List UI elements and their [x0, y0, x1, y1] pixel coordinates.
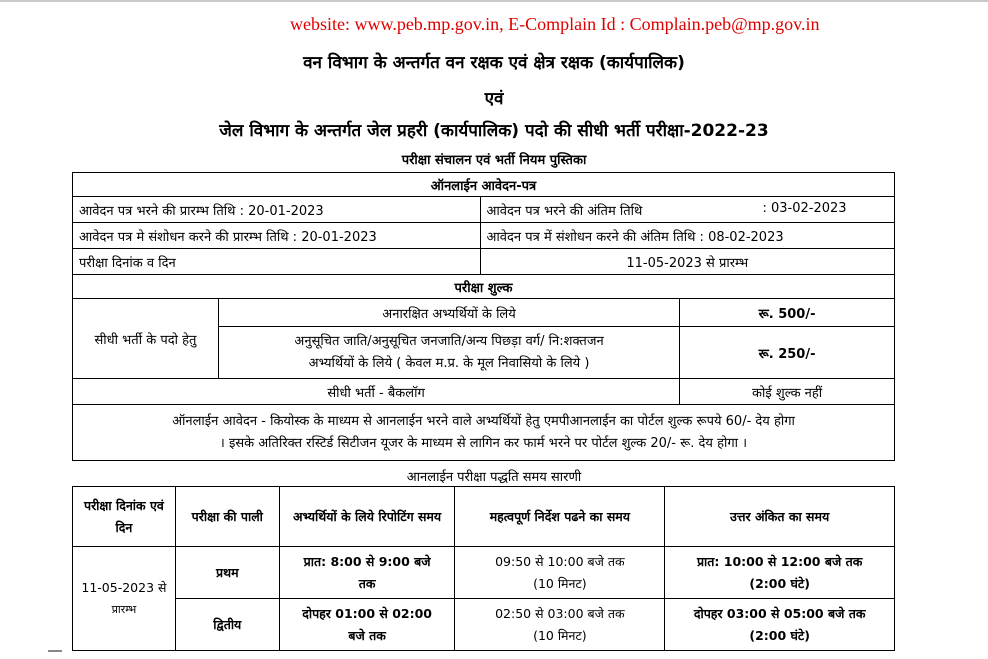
header-answer-time: उत्तर अंकित का समय	[665, 487, 895, 547]
unreserved-label: अनारक्षित अभ्यर्थियों के लिये	[218, 299, 679, 327]
edit-start-value: 20-01-2023	[301, 229, 377, 245]
direct-recruitment-label: सीधी भर्ती के पदो हेतु	[73, 299, 219, 379]
header-instruction-time: महत्वपूर्ण निर्देश पढने का समय	[455, 487, 665, 547]
shift-first-reporting-line1: प्रात: 8:00 से 9:00 बजे	[303, 553, 431, 569]
schedule-date-line2: प्रारम्भ	[111, 602, 137, 616]
schedule-title: आनलाईन परीक्षा पद्धति समय सारणी	[406, 470, 582, 485]
application-fee-table	[72, 172, 895, 461]
shift-first-instructions-line2: (10 मिनट)	[533, 575, 587, 591]
shift-second-reporting-line2: बजे तक	[348, 627, 386, 643]
header-reporting-time: अभ्यर्थियों के लिये रिपोटिंग समय	[279, 487, 455, 547]
shift-second-instructions-line2: (10 मिनट)	[533, 627, 587, 643]
shift-first-reporting-line2: तक	[358, 575, 376, 591]
shift-second-instructions	[455, 599, 665, 651]
schedule-date	[73, 547, 176, 651]
form-start-date	[73, 197, 481, 223]
edit-end-date	[480, 223, 895, 249]
subtitle-booklet: परीक्षा संचालन एवं भर्ती नियम पुस्तिका	[401, 153, 587, 168]
shift-second-answer-line2: (2:00 घंटे)	[749, 627, 810, 643]
shift-first-reporting	[279, 547, 455, 599]
portal-fee-note-line2: । इसके अतिरिक्त रस्टिर्ड सिटीजन यूजर के माध्यम से लागिन कर फार्म भरने पर पोर्टल शुल्क 20/- रू. देय होगा ।	[219, 435, 748, 451]
unreserved-fee: रू. 500/-	[680, 299, 895, 327]
shift-second-reporting	[279, 599, 455, 651]
shift-first-answer	[665, 547, 895, 599]
edit-end-value: 08-02-2023	[708, 229, 784, 245]
fee-heading: परीक्षा शुल्क	[73, 275, 895, 299]
reserved-label	[218, 327, 679, 379]
title-jail: जेल विभाग के अन्तर्गत जेल प्रहरी (कार्यपालिक) पदो की सीधी भर्ती परीक्षा-2022-23	[219, 121, 769, 141]
cut-off-text-fragment	[48, 650, 62, 658]
top-border	[0, 0, 988, 2]
schedule-date-line1: 11-05-2023 से	[81, 579, 167, 595]
title-forest: वन विभाग के अन्तर्गत वन रक्षक एवं क्षेत्र रक्षक (कार्यपालिक)	[303, 53, 685, 73]
shift-first-answer-line2: (2:00 घंटे)	[749, 575, 810, 591]
shift-second: द्वितीय	[175, 599, 279, 651]
online-form-heading: ऑनलाईन आवेदन-पत्र	[73, 173, 895, 197]
edit-start-date	[73, 223, 481, 249]
form-start-label: आवेदन पत्र भरने की प्रारम्भ तिथि :	[79, 203, 244, 219]
header-exam-date: परीक्षा दिनांक एवं दिन	[73, 487, 176, 547]
backlog-fee: कोई शुल्क नहीं	[680, 379, 895, 405]
portal-fee-note	[73, 405, 895, 461]
shift-second-answer-line1: दोपहर 03:00 से 05:00 बजे तक	[693, 605, 866, 621]
form-start-value: 20-01-2023	[248, 203, 324, 219]
edit-start-label: आवेदन पत्र मे संशोधन करने की प्रारम्भ तिथि :	[79, 229, 298, 245]
backlog-label: सीधी भर्ती - बैकलॉग	[73, 379, 680, 405]
title-and: एवं	[484, 89, 504, 109]
exam-date-label: परीक्षा दिनांक व दिन	[73, 249, 481, 275]
reserved-fee: रू. 250/-	[680, 327, 895, 379]
form-end-label: आवेदन पत्र भरने की अंतिम तिथि	[486, 203, 643, 219]
shift-second-instructions-line1: 02:50 से 03:00 बजे तक	[495, 605, 625, 621]
form-end-date	[480, 197, 895, 223]
reserved-label-line1: अनुसूचित जाति/अनुसूचित जनजाति/अन्य पिछड़ा वर्ग/ नि:शक्तजन	[294, 333, 604, 349]
header-shift: परीक्षा की पाली	[175, 487, 279, 547]
form-end-value: : 03-02-2023	[762, 200, 847, 216]
edit-end-label: आवेदन पत्र में संशोधन करने की अंतिम तिथि :	[486, 229, 704, 245]
exam-schedule-table	[72, 486, 895, 651]
shift-second-answer	[665, 599, 895, 651]
shift-first-instructions-line1: 09:50 से 10:00 बजे तक	[495, 553, 625, 569]
shift-first: प्रथम	[175, 547, 279, 599]
shift-second-reporting-line1: दोपहर 01:00 से 02:00	[302, 605, 432, 621]
reserved-label-line2: अभ्यर्थियों के लिये ( केवल म.प्र. के मूल निवासियो के लिये )	[308, 355, 590, 371]
shift-first-answer-line1: प्रात: 10:00 से 12:00 बजे तक	[696, 553, 863, 569]
website-contact-line: website: www.peb.mp.gov.in, E-Complain Id : Complain.peb@mp.gov.in	[290, 14, 820, 34]
shift-first-instructions	[455, 547, 665, 599]
portal-fee-note-line1: ऑनलाईन आवेदन - कियोस्क के माध्यम से आनलाईन भरने वाले अभ्यर्थियों हेतु एमपीआनलाईन का पोर्टल शुल्क रूपये 60/- देय होगा	[172, 413, 795, 429]
exam-date-value: 11-05-2023 से प्रारम्भ	[480, 249, 895, 275]
